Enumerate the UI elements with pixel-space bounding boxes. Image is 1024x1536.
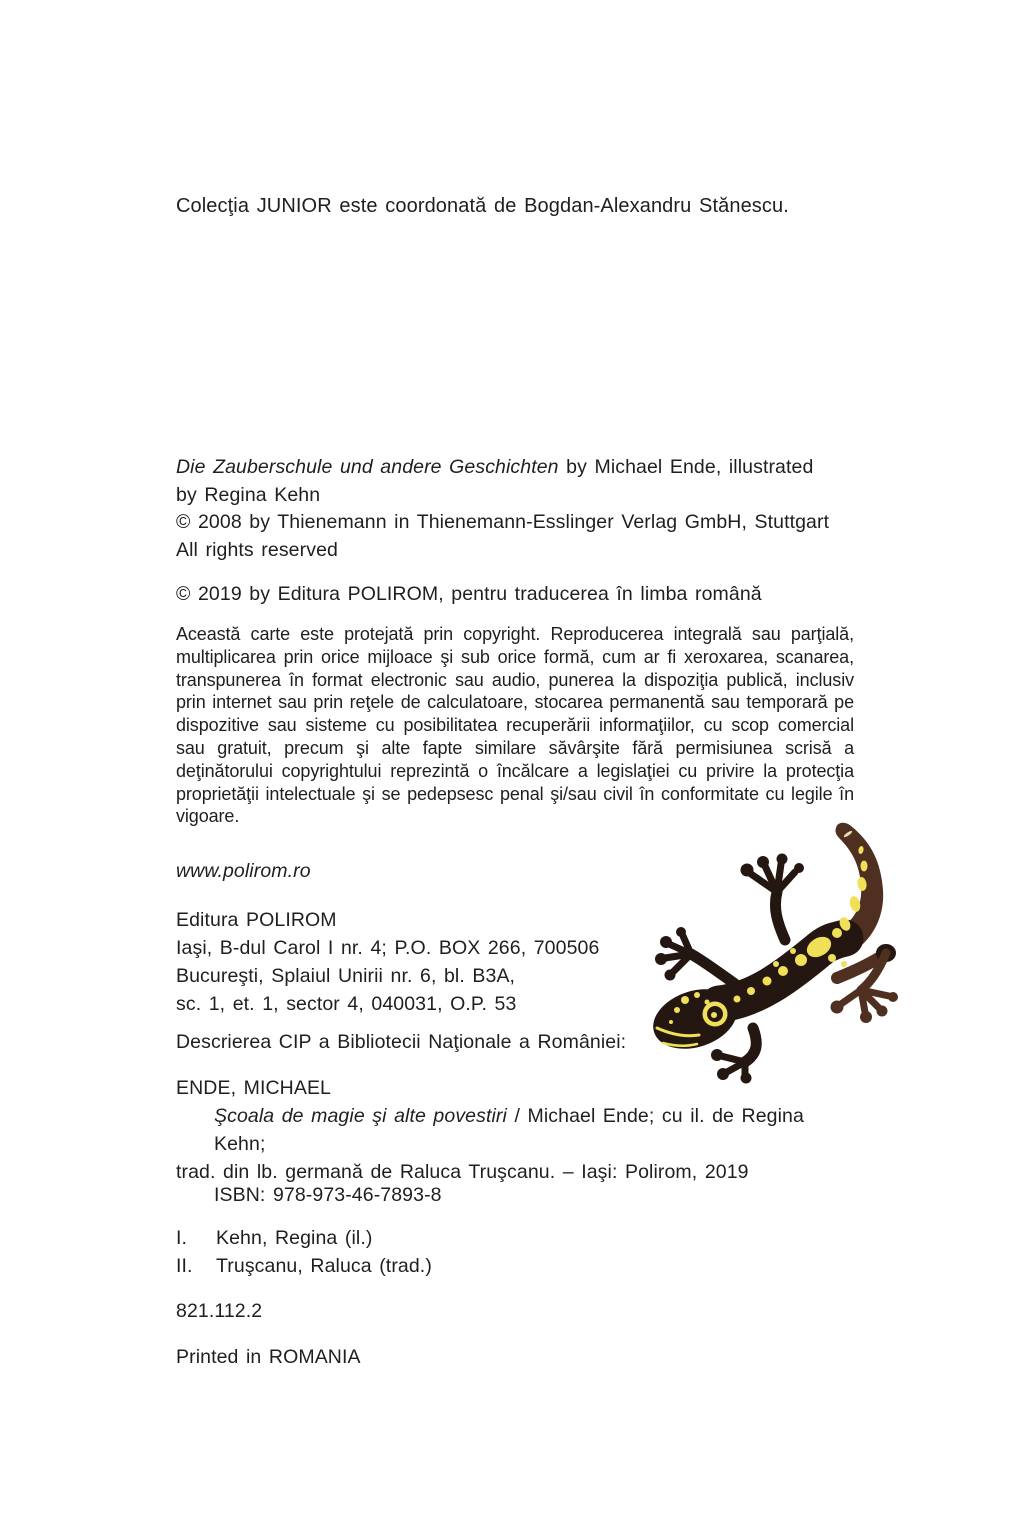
- contributor-numeral: I.: [176, 1227, 188, 1249]
- contributor-numeral: II.: [176, 1255, 193, 1277]
- original-rights: All rights reserved: [176, 538, 338, 561]
- isbn-line: ISBN: 978-973-46-7893-8: [214, 1184, 442, 1206]
- cip-heading: Descrierea CIP a Bibliotecii Naţionale a României:: [176, 1031, 627, 1053]
- publisher-address-bucuresti-2: sc. 1, et. 1, sector 4, 040031, O.P. 53: [176, 993, 517, 1015]
- original-edition-block: [176, 454, 854, 564]
- publisher-name: Editura POLIROM: [176, 909, 337, 931]
- publisher-address-bucuresti-1: Bucureşti, Splaiul Unirii nr. 6, bl. B3A,: [176, 965, 516, 987]
- publisher-address-iasi: Iaşi, B-dul Carol I nr. 4; P.O. BOX 266, 700506: [176, 937, 600, 959]
- cip-entry-title: Şcoala de magie şi alte povestiri: [214, 1105, 507, 1127]
- contributor-row: [176, 1224, 854, 1252]
- original-title: Die Zauberschule und andere Geschichten: [176, 456, 559, 478]
- contributor-name: Truşcanu, Raluca (trad.): [216, 1255, 432, 1277]
- original-copyright: © 2008 by Thienemann in Thienemann-Esslinger Verlag GmbH, Stuttgart: [176, 511, 830, 533]
- original-title-line: [176, 454, 854, 482]
- collection-note: Colecţia JUNIOR este coordonată de Bogdan-Alexandru Stănescu.: [176, 195, 789, 217]
- contributor-row: [176, 1252, 854, 1280]
- original-title-line2: by Regina Kehn: [176, 483, 321, 506]
- udc-number: 821.112.2: [176, 1300, 263, 1322]
- publisher-website: www.polirom.ro: [176, 860, 311, 882]
- translation-copyright: © 2019 by Editura POLIROM, pentru traducerea în limba română: [176, 583, 762, 605]
- original-title-credit: by Michael Ende, illustrated: [558, 456, 814, 478]
- cip-entry-line2: trad. din lb. germană de Raluca Truşcanu. – Iaşi: Polirom, 2019: [176, 1161, 749, 1183]
- printed-note: Printed in ROMANIA: [176, 1346, 361, 1368]
- cip-entry-credits: / Michael Ende; cu il. de Regina Kehn;: [214, 1105, 804, 1155]
- cip-entry: [176, 1102, 854, 1186]
- cip-entry-line1: [176, 1102, 854, 1158]
- salamander-eye-icon: [703, 1002, 728, 1027]
- cip-contributors: [176, 1224, 854, 1280]
- cip-author: ENDE, MICHAEL: [176, 1077, 331, 1099]
- contributor-name: Kehn, Regina (il.): [216, 1227, 373, 1249]
- legal-notice: Această carte este protejată prin copyright. Reproducerea integrală sau parţială, multiplicarea prin orice mijloace şi sub orice formă, cum ar fi xeroxarea, scanarea, transpunerea în format electronic sau audio, punerea la dispoziţia publică, inclusiv prin internet sau prin reţele de calculatoare, stocarea permanentă sau temporară pe dispozitive sau sisteme cu posibilitatea recuperării informaţiilor, cu scop comercial sau gratuit, precum şi alte fapte similare săvârşite fără permisiunea scrisă a deţinătorului copyrightului reprezintă o încălcare a legislaţiei cu privire la protecţia proprietăţii intelectuale şi se pedepsesc penal şi/sau civil în conformitate cu legile în vigoare.: [176, 624, 854, 827]
- salamander-illustration: [633, 806, 928, 1091]
